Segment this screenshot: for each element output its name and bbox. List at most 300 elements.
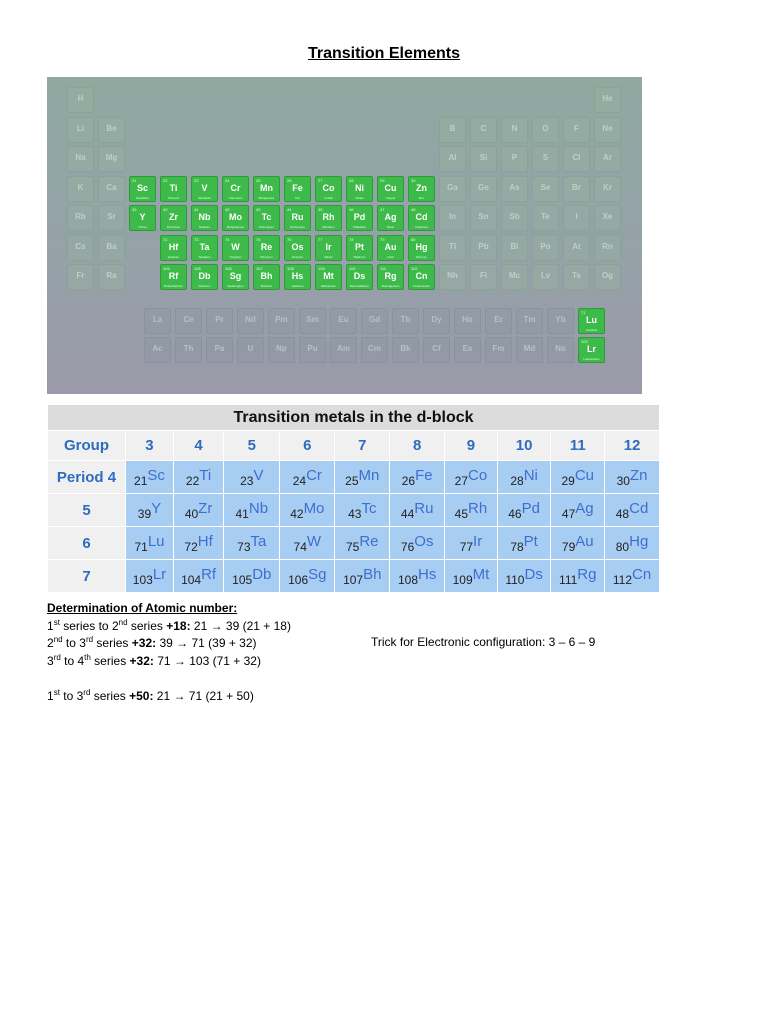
element-cell [408, 264, 435, 290]
element-cell [532, 264, 559, 290]
group-number: 3 [126, 431, 174, 461]
element-cell [470, 176, 497, 202]
element-cell [377, 235, 404, 261]
element-symbol: Bh [363, 566, 382, 583]
element-symbol: Rg [384, 271, 397, 281]
atomic-number: 75 [345, 540, 360, 554]
element-name: Chromium [228, 195, 243, 200]
element-cell [454, 308, 481, 334]
element-cell [390, 560, 445, 593]
element-cell [470, 146, 497, 172]
element-cell [224, 560, 280, 593]
element-cell [377, 264, 404, 290]
element-cell [268, 308, 295, 334]
element-symbol: Ar [603, 153, 612, 162]
element-symbol: Ga [447, 182, 458, 192]
atomic-number: 30 [411, 177, 416, 183]
element-name: Copper [385, 195, 396, 200]
element-cell [377, 205, 404, 231]
element-cell [501, 146, 528, 172]
element-cell [98, 264, 125, 290]
note-line: 1st to 3rd series +50: 21 → 71 (21 + 50) [47, 687, 254, 703]
element-cell [454, 337, 481, 363]
element-symbol: Re [359, 533, 379, 550]
atomic-number: 80 [615, 540, 630, 554]
element-symbol: At [572, 241, 581, 251]
element-symbol: Mn [358, 467, 380, 484]
element-symbol: Sb [509, 212, 520, 221]
element-cell [160, 235, 187, 261]
element-symbol: Yb [555, 315, 566, 324]
element-symbol: Hg [629, 533, 649, 550]
element-cell [335, 527, 390, 560]
element-symbol: Os [414, 533, 434, 550]
atomic-number: 103 [132, 573, 153, 587]
element-cell [497, 527, 551, 560]
atomic-number: 77 [318, 236, 323, 242]
element-cell [144, 308, 171, 334]
atomic-number: 29 [561, 474, 575, 488]
notes-heading: Determination of Atomic number: [47, 601, 238, 615]
table-row [48, 527, 660, 560]
element-symbol: Cr [230, 182, 241, 193]
element-cell [532, 146, 559, 172]
table-row [48, 494, 660, 527]
element-symbol: Hs [418, 566, 437, 583]
element-symbol: H [77, 94, 84, 103]
element-cell [284, 235, 311, 261]
atomic-number: 74 [225, 236, 230, 242]
element-symbol: Cu [384, 182, 397, 193]
element-cell [439, 176, 466, 202]
element-cell [126, 461, 174, 494]
atomic-number: 25 [345, 474, 359, 488]
element-cell [160, 264, 187, 290]
atomic-number: 40 [163, 207, 168, 212]
element-symbol: Dy [431, 315, 442, 324]
element-cell [67, 87, 94, 113]
element-symbol: Gd [368, 315, 381, 324]
element-symbol: Hs [291, 271, 304, 281]
element-symbol: Rb [75, 212, 86, 221]
element-cell [315, 264, 342, 290]
element-cell [67, 235, 94, 261]
element-symbol: Nh [447, 271, 458, 280]
element-symbol: Sm [306, 315, 319, 324]
element-cell [392, 308, 419, 334]
element-name: Hafnium [167, 254, 180, 259]
element-cell [563, 117, 590, 143]
element-cell [439, 205, 466, 231]
element-symbol: V [253, 467, 264, 484]
element-symbol: Nd [245, 315, 256, 324]
element-symbol: Pm [275, 315, 288, 324]
atomic-number: 79 [380, 236, 385, 242]
element-symbol: Ru [291, 212, 304, 222]
element-symbol: Sn [478, 212, 489, 221]
table-row [48, 560, 660, 593]
element-symbol: Ti [169, 182, 178, 193]
element-symbol: W [306, 533, 322, 550]
element-cell [470, 235, 497, 261]
atomic-number: 22 [185, 474, 200, 488]
element-cell [547, 337, 574, 363]
atomic-number: 75 [256, 236, 261, 242]
element-cell [532, 205, 559, 231]
element-symbol: Al [448, 153, 457, 162]
element-symbol: Og [601, 271, 614, 280]
element-symbol: Mo [303, 500, 325, 517]
atomic-number: 45 [318, 207, 323, 212]
element-cell [605, 461, 660, 494]
element-symbol: Pb [478, 241, 489, 251]
element-cell [253, 205, 280, 231]
element-symbol: Ts [572, 271, 581, 280]
element-symbol: Sg [229, 271, 242, 281]
element-cell [390, 527, 445, 560]
element-symbol: N [511, 123, 518, 133]
element-symbol: Np [276, 344, 287, 353]
element-cell [532, 176, 559, 202]
element-symbol: Ir [325, 241, 332, 252]
element-cell [129, 176, 156, 202]
element-cell [578, 337, 605, 363]
period-label: 7 [48, 560, 126, 593]
element-cell [470, 264, 497, 290]
element-cell [390, 494, 445, 527]
element-cell [284, 176, 311, 202]
element-symbol: Hg [415, 241, 428, 252]
periodic-table-image [47, 77, 642, 394]
element-cell [605, 527, 660, 560]
atomic-number: 112 [612, 573, 632, 587]
atomic-number: 28 [510, 474, 524, 488]
atomic-number: 29 [380, 177, 385, 183]
element-cell [551, 527, 605, 560]
element-symbol: Cs [75, 241, 86, 251]
element-symbol: Pd [521, 500, 540, 517]
element-symbol: Mn [260, 182, 273, 193]
element-cell [206, 337, 233, 363]
element-symbol: Ne [602, 123, 613, 133]
element-symbol: Tl [448, 241, 457, 251]
d-block-table [47, 404, 660, 593]
element-cell [551, 461, 605, 494]
element-cell [361, 308, 388, 334]
element-name: Bohrium [260, 284, 273, 288]
element-cell [126, 494, 174, 527]
period-label: 5 [48, 494, 126, 527]
element-symbol: Rn [602, 241, 613, 251]
element-cell [335, 461, 390, 494]
group-number: 9 [445, 431, 498, 461]
element-cell [173, 494, 223, 527]
element-cell [315, 205, 342, 231]
element-name: Darmstadtium [350, 284, 369, 288]
element-cell [335, 494, 390, 527]
group-number: 7 [335, 431, 390, 461]
element-cell [392, 337, 419, 363]
element-cell [173, 461, 223, 494]
element-name: Mercury [416, 254, 427, 259]
element-cell [268, 337, 295, 363]
atomic-number: 71 [134, 540, 148, 554]
element-symbol: Y [139, 212, 146, 222]
element-cell [280, 494, 335, 527]
element-symbol: Md [523, 344, 536, 353]
element-cell [315, 176, 342, 202]
element-cell [445, 494, 498, 527]
element-symbol: Au [575, 533, 594, 550]
element-name: Silver [386, 225, 395, 229]
element-symbol: In [448, 212, 457, 221]
element-cell [206, 308, 233, 334]
element-symbol: Lv [540, 271, 551, 280]
element-symbol: Zr [198, 500, 213, 517]
element-symbol: Bh [260, 271, 273, 281]
element-cell [532, 235, 559, 261]
element-symbol: Fr [76, 271, 85, 280]
atomic-number: 104 [181, 573, 202, 587]
element-cell [439, 146, 466, 172]
element-symbol: Tb [400, 315, 411, 324]
element-symbol: Zn [416, 182, 427, 193]
element-symbol: He [602, 94, 613, 103]
element-cell [346, 176, 373, 202]
atomic-number: 44 [287, 207, 292, 212]
element-cell [594, 264, 621, 290]
element-symbol: Ge [478, 182, 489, 192]
element-symbol: Ta [250, 533, 267, 550]
atomic-number: 26 [287, 177, 292, 183]
element-symbol: Ca [106, 182, 117, 192]
atomic-number: 46 [349, 207, 354, 212]
atomic-number: 43 [256, 207, 261, 212]
element-cell [67, 205, 94, 231]
group-number: 12 [605, 431, 660, 461]
element-cell [98, 205, 125, 231]
group-header: Group [48, 431, 126, 461]
element-symbol: Cn [415, 271, 428, 281]
element-cell [361, 337, 388, 363]
element-cell [284, 205, 311, 231]
element-cell [485, 308, 512, 334]
element-symbol: Bi [510, 241, 519, 251]
atomic-number: 25 [256, 177, 261, 183]
element-name: Iridium [323, 254, 333, 259]
element-cell [408, 205, 435, 231]
element-symbol: Kr [603, 182, 612, 192]
element-symbol: Sc [147, 467, 165, 484]
element-cell [315, 235, 342, 261]
element-name: Nickel [355, 195, 364, 200]
element-name: Palladium [352, 225, 367, 229]
element-cell [439, 235, 466, 261]
element-cell [126, 527, 174, 560]
element-cell [224, 461, 280, 494]
element-name: Zirconium [166, 225, 181, 229]
element-cell [563, 146, 590, 172]
element-cell [224, 527, 280, 560]
element-symbol: Zn [629, 467, 648, 484]
atomic-number: 42 [290, 507, 304, 521]
element-name: Roentgenium [381, 284, 400, 288]
element-symbol: Ds [524, 566, 543, 583]
element-cell [299, 308, 326, 334]
atomic-number: 74 [293, 540, 307, 554]
element-symbol: Fl [479, 271, 488, 280]
element-cell [594, 235, 621, 261]
element-cell [284, 264, 311, 290]
atomic-number: 111 [559, 573, 578, 587]
element-name: Ruthenium [290, 225, 305, 229]
element-symbol: Pt [523, 533, 538, 550]
atomic-number: 24 [292, 474, 307, 488]
element-symbol: Db [252, 566, 272, 583]
element-symbol: Ni [523, 467, 538, 484]
element-cell [501, 205, 528, 231]
atomic-number: 39 [132, 207, 137, 212]
element-symbol: Pr [215, 315, 224, 324]
element-symbol: Mo [229, 212, 242, 222]
element-cell [501, 117, 528, 143]
element-cell [423, 308, 450, 334]
element-cell [129, 205, 156, 231]
element-symbol: Sg [308, 566, 327, 583]
element-cell [67, 146, 94, 172]
atomic-number: 23 [194, 177, 199, 183]
element-name: Zinc [418, 195, 425, 200]
element-cell [551, 560, 605, 593]
group-number: 8 [390, 431, 445, 461]
element-symbol: Pt [355, 241, 364, 252]
element-symbol: Cf [432, 344, 441, 353]
element-symbol: W [231, 241, 240, 252]
element-symbol: Ac [152, 344, 163, 353]
element-name: Seaborgium [227, 284, 244, 288]
element-cell [485, 337, 512, 363]
element-symbol: Cu [574, 467, 595, 484]
element-cell [501, 176, 528, 202]
element-cell [563, 176, 590, 202]
element-cell [126, 560, 174, 593]
element-symbol: Ni [355, 182, 364, 193]
element-symbol: Re [260, 241, 273, 252]
atomic-number: 107 [343, 573, 364, 587]
element-name: Scandium [135, 195, 150, 200]
element-name: Meitnerium [321, 284, 336, 288]
atomic-number: 72 [184, 540, 198, 554]
group-number: 11 [551, 431, 605, 461]
element-symbol: Ru [414, 500, 434, 517]
element-cell [594, 146, 621, 172]
atomic-number: 26 [401, 474, 416, 488]
atomic-number: 28 [349, 177, 354, 183]
atomic-number: 21 [134, 474, 148, 488]
element-symbol: Mt [472, 566, 490, 583]
element-symbol: Co [322, 182, 335, 193]
element-cell [497, 461, 551, 494]
element-symbol: Na [75, 153, 86, 162]
element-symbol: S [542, 153, 549, 162]
element-cell [497, 560, 551, 593]
element-cell [237, 337, 264, 363]
element-cell [253, 264, 280, 290]
element-cell [191, 235, 218, 261]
element-cell [222, 205, 249, 231]
element-cell [445, 527, 498, 560]
element-name: Tungsten [229, 254, 242, 259]
element-cell [191, 176, 218, 202]
element-cell [98, 117, 125, 143]
element-symbol: Fe [415, 467, 433, 484]
atomic-number: 105 [194, 266, 201, 271]
atomic-number: 106 [225, 266, 232, 271]
element-name: Dubnium [198, 284, 211, 288]
atomic-number: 105 [232, 573, 253, 587]
atomic-number: 27 [318, 177, 323, 183]
element-cell [445, 461, 498, 494]
element-cell [516, 308, 543, 334]
element-symbol: F [574, 123, 579, 133]
atomic-number: 103 [581, 339, 588, 344]
group-number: 10 [497, 431, 551, 461]
element-symbol: Sr [107, 212, 116, 221]
element-symbol: Cm [368, 344, 381, 353]
element-cell [253, 235, 280, 261]
element-symbol: Bk [400, 344, 411, 353]
element-name: Manganese [258, 195, 275, 200]
element-symbol: Rf [168, 271, 179, 281]
atomic-number: 48 [615, 507, 630, 521]
atomic-number: 109 [318, 266, 325, 271]
element-cell [280, 527, 335, 560]
element-cell [346, 264, 373, 290]
atomic-number: 39 [137, 507, 152, 521]
element-name: Osmium [291, 254, 304, 259]
element-cell [67, 176, 94, 202]
atomic-number: 43 [348, 507, 362, 521]
element-cell [330, 337, 357, 363]
atomic-number: 79 [561, 540, 576, 554]
note-line: 1st series to 2nd series +18: 21 → 39 (21 + 18) [47, 617, 291, 633]
element-cell [408, 176, 435, 202]
element-symbol: Rf [201, 566, 217, 583]
element-symbol: V [201, 182, 208, 193]
element-symbol: Ir [473, 533, 483, 550]
atomic-number: 30 [616, 474, 630, 488]
atomic-number: 27 [454, 474, 469, 488]
element-cell [67, 264, 94, 290]
element-cell [160, 176, 187, 202]
atomic-number: 107 [256, 266, 263, 271]
element-cell [346, 205, 373, 231]
atomic-number: 45 [454, 507, 469, 521]
atomic-number: 76 [287, 236, 292, 242]
element-symbol: Lr [587, 344, 596, 354]
element-symbol: Eu [338, 315, 349, 324]
atomic-number: 40 [184, 507, 199, 521]
element-cell [470, 205, 497, 231]
element-cell [173, 527, 223, 560]
atomic-number: 72 [163, 236, 168, 242]
atomic-number: 41 [235, 507, 249, 521]
atomic-number: 22 [163, 177, 168, 183]
element-cell [470, 117, 497, 143]
element-cell [390, 461, 445, 494]
element-cell [439, 117, 466, 143]
element-symbol: Co [468, 467, 488, 484]
